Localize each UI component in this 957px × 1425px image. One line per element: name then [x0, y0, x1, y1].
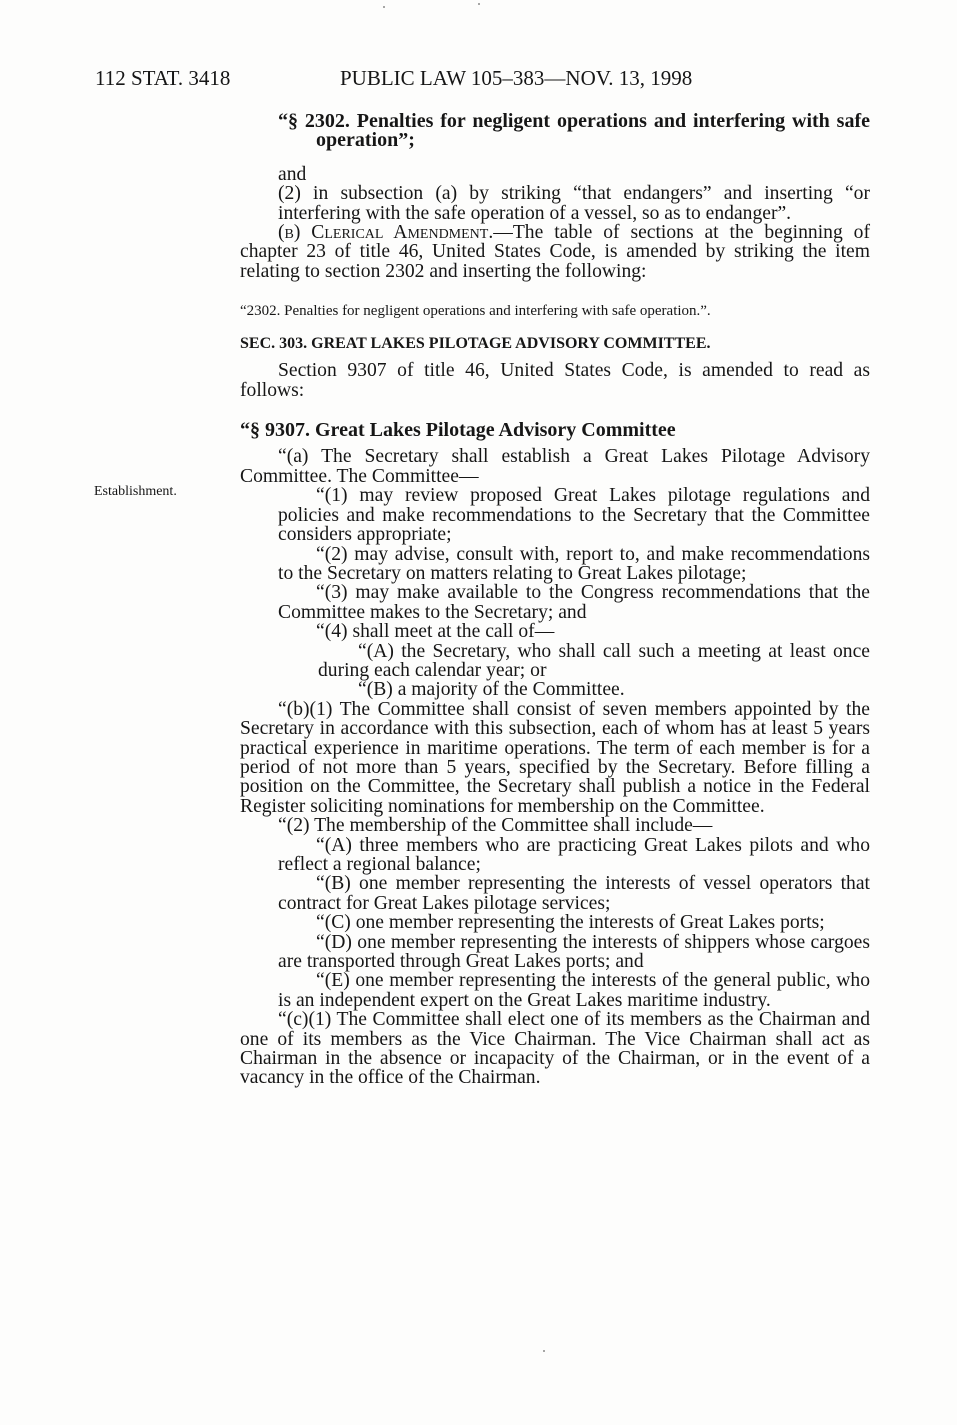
- conjunction-and: and: [278, 163, 307, 185]
- subsection-a-1: “(1) may review proposed Great Lakes pilotage regulations and policies and make recommendations to the Secretary that the Committee considers appropriate;: [278, 485, 870, 546]
- section-2302-heading: “§ 2302. Penalties for negligent operations and interfering with safe operation”;: [278, 110, 870, 152]
- subsection-b-2-C: “(C) one member representing the interests of Great Lakes ports;: [316, 912, 825, 934]
- scan-speck: [543, 1350, 545, 1352]
- margin-note-establishment: Establishment.: [94, 484, 177, 499]
- subsection-b-2-A: “(A) three members who are practicing Great Lakes pilots and who reflect a regional balance;: [278, 834, 870, 875]
- subsection-c-1: “(c)(1) The Committee shall elect one of its members as the Chairman and one of its members as the Vice Chairman. The Vice Chairman shall act as Chairman in the absence or incapacity of the Chairman, or in the event of a vacancy in the office of the Chairman.: [240, 1009, 870, 1089]
- subsection-a-4-B: “(B) a majority of the Committee.: [358, 679, 625, 701]
- main-text-column: [240, 112, 870, 1088]
- subsection-b-2-E: “(E) one member representing the interests of the general public, who is an independent expert on the Great Lakes maritime industry.: [278, 970, 870, 1011]
- clerical-amendment-label: (b) Clerical Amendment.: [278, 222, 494, 244]
- section-303-text: Section 9307 of title 46, United States Code, is amended to read as follows:: [240, 360, 870, 401]
- clerical-amendment-text: —The table of sections at the beginning of chapter 23 of title 46, United States Code, is amended by striking the item relating to section 2302 and inserting the following:: [240, 222, 870, 282]
- page-folio: 112 STAT. 3418: [95, 66, 231, 90]
- section-303-heading: SEC. 303. GREAT LAKES PILOTAGE ADVISORY COMMITTEE.: [240, 335, 711, 353]
- section-9307-heading: “§ 9307. Great Lakes Pilotage Advisory Committee: [240, 419, 676, 442]
- running-head: [95, 66, 877, 96]
- subsection-a: “(a) The Secretary shall establish a Great Lakes Pilotage Advisory Committee. The Committee—: [240, 446, 870, 487]
- subsection-a-4: “(4) shall meet at the call of—: [316, 621, 555, 643]
- subsection-b-2: “(2) The membership of the Committee shall include—: [278, 815, 713, 837]
- clerical-amendment: [240, 223, 870, 281]
- subsection-a-4-A: “(A) the Secretary, who shall call such a meeting at least once during each calendar year; or: [318, 640, 870, 681]
- subsection-b-2-B: “(B) one member representing the interests of vessel operators that contract for Great Lakes pilotage services;: [278, 873, 870, 914]
- scan-speck: [478, 3, 480, 5]
- public-law-citation: PUBLIC LAW 105–383—NOV. 13, 1998: [340, 66, 693, 90]
- paragraph-2: (2) in subsection (a) by striking “that endangers” and inserting “or interfering with the safe operation of a vessel, so as to endanger”.: [278, 183, 870, 224]
- table-of-sections-item: “2302. Penalties for negligent operations and interfering with safe operation.”.: [240, 303, 711, 320]
- scan-speck: [383, 6, 385, 8]
- subsection-b-1: “(b)(1) The Committee shall consist of seven members appointed by the Secretary in accordance with this subsection, each of whom has at least 5 years practical experience in maritime operations. The term of each member is for a period of not more than 5 years, specified by the Secretary. Before filling a position on the Committee, the Secretary shall publish a notice in the Federal Register soliciting nominations for membership on the Committee.: [240, 698, 870, 817]
- subsection-a-2: “(2) may advise, consult with, report to, and make recommendations to the Secretary on matters relating to Great Lakes pilotage;: [278, 543, 870, 584]
- subsection-a-3: “(3) may make available to the Congress recommendations that the Committee makes to the Secretary; and: [278, 582, 870, 623]
- subsection-b-2-D: “(D) one member representing the interests of shippers whose cargoes are transported through Great Lakes ports; and: [278, 931, 870, 973]
